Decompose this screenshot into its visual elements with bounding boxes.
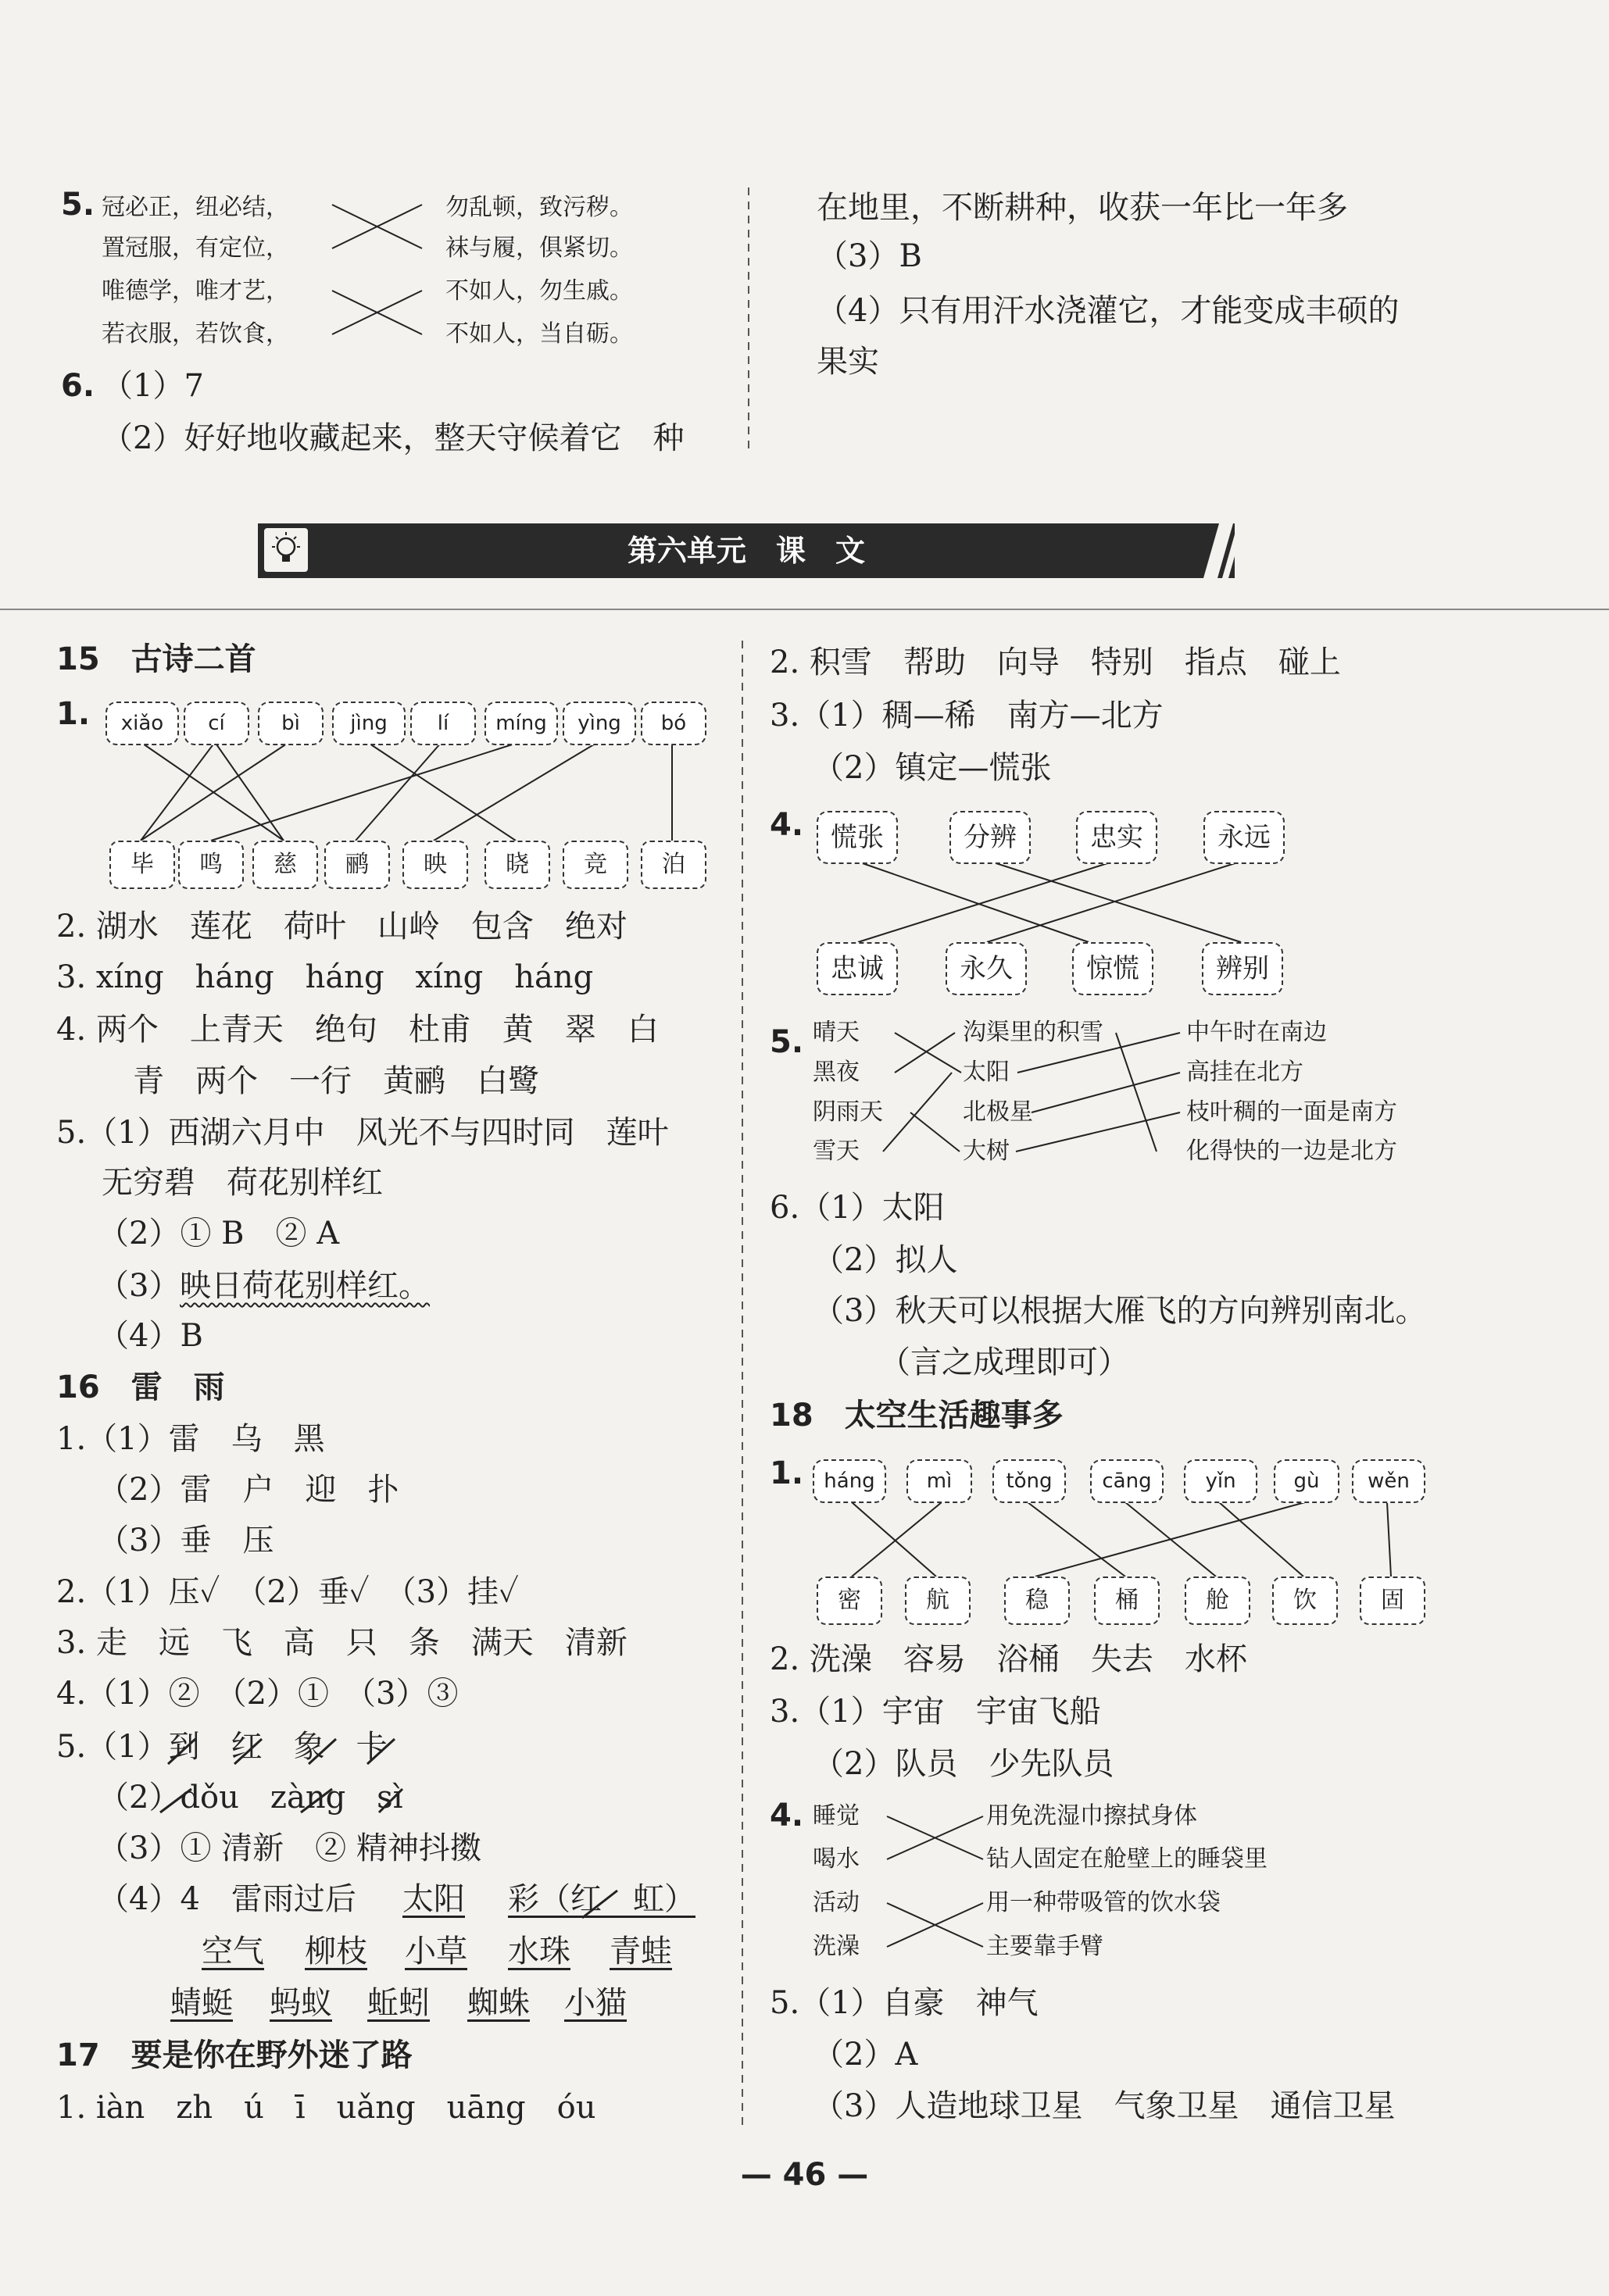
match-left: 阴雨天 xyxy=(813,1098,883,1126)
s15-q4a: 4. 两个 上青天 绝句 杜甫 黄 翠 白 xyxy=(56,1012,659,1048)
s18-q5b: （2）A xyxy=(813,2037,918,2073)
pinyin-box: cí xyxy=(184,702,249,745)
pinyin-box: gù xyxy=(1274,1459,1339,1503)
q6-number: 6. xyxy=(61,368,95,404)
word-box: 分辨 xyxy=(949,811,1031,864)
top-right-line3: （4）只有用汗水浇灌它，才能变成丰硕的 xyxy=(817,293,1400,329)
s16-q1b: （2）雷 户 迎 扑 xyxy=(98,1472,399,1508)
answer-word: 小草 xyxy=(405,1934,467,1969)
word-box: 忠实 xyxy=(1076,811,1157,864)
char-box: 鹂 xyxy=(324,841,390,889)
word-box: 忠诚 xyxy=(817,942,898,995)
s17-q3a: 3.（1）稠—稀 南方—北方 xyxy=(770,698,1164,734)
answer-word: 太阳 xyxy=(402,1881,465,1917)
s15-q5c: （2）① B ② A xyxy=(98,1216,340,1252)
char-box: 舱 xyxy=(1185,1576,1250,1625)
match-left: 洗澡 xyxy=(813,1933,860,1960)
s15-q1-number: 1. xyxy=(56,696,91,732)
pinyin-box: xiǎo xyxy=(105,702,179,745)
s17-q6a: 6.（1）太阳 xyxy=(770,1190,945,1226)
section-18-title: 18 太空生活趣事多 xyxy=(770,1398,1064,1434)
s15-q5d-prefix: （3） xyxy=(98,1268,181,1304)
pinyin-box: háng xyxy=(813,1459,886,1503)
s15-q3: 3. xíng háng háng xíng háng xyxy=(56,959,594,995)
match-left: 睡觉 xyxy=(813,1802,860,1830)
q5-right-4: 不如人，当自砺。 xyxy=(445,320,633,348)
char-box: 慈 xyxy=(252,841,318,889)
s17-q2: 2. 积雪 帮助 向导 特别 指点 碰上 xyxy=(770,645,1341,680)
s15-q5e: （4）B xyxy=(98,1318,203,1354)
s16-q4: 4.（1）② （2）① （3）③ xyxy=(56,1676,459,1712)
s17-q6d: （言之成理即可） xyxy=(879,1344,1129,1380)
s16-q5c: （3）① 清新 ② 精神抖擞 xyxy=(98,1830,481,1866)
match-right: 用一种带吸管的饮水袋 xyxy=(986,1889,1221,1916)
pinyin-box: cāng xyxy=(1090,1459,1164,1503)
char-box: 固 xyxy=(1360,1576,1425,1625)
s18-q3b: （2）队员 少先队员 xyxy=(813,1746,1114,1782)
s17-q5-number: 5. xyxy=(770,1024,804,1060)
s16-q5d-prefix: （4）4 雷雨过后 xyxy=(98,1881,356,1917)
match-mid: 沟渠里的积雪 xyxy=(963,1019,1103,1046)
s15-q5b: 无穷碧 荷花别样红 xyxy=(102,1165,383,1201)
section-17-title: 17 要是你在野外迷了路 xyxy=(56,2037,413,2073)
s17-q6b: （2）拟人 xyxy=(813,1242,958,1278)
answer-word: 空气 xyxy=(202,1934,264,1969)
match-mid: 太阳 xyxy=(963,1059,1010,1086)
s16-q1c: （3）垂 压 xyxy=(98,1523,274,1559)
match-left: 活动 xyxy=(813,1889,860,1916)
pinyin-box: mì xyxy=(906,1459,972,1503)
match-right: 化得快的一边是北方 xyxy=(1186,1137,1397,1165)
answer-word: 蜘蛛 xyxy=(467,1985,530,2021)
char-box: 映 xyxy=(402,841,468,889)
pinyin-box: bì xyxy=(258,702,324,745)
pinyin-box: wěn xyxy=(1352,1459,1425,1503)
q5-number: 5. xyxy=(61,187,95,223)
match-right: 高挂在北方 xyxy=(1186,1059,1303,1086)
word-box: 辨别 xyxy=(1202,942,1283,995)
s18-q2: 2. 洗澡 容易 浴桶 失去 水杯 xyxy=(770,1641,1247,1677)
s16-q5a: 5.（1）到 红 象 卡 xyxy=(56,1729,388,1765)
char-box: 密 xyxy=(817,1576,882,1625)
char-box: 毕 xyxy=(109,841,175,889)
match-right: 主要靠手臂 xyxy=(986,1933,1103,1960)
char-box: 竞 xyxy=(563,841,628,889)
s18-q3a: 3.（1）宇宙 宇宙飞船 xyxy=(770,1694,1101,1730)
q5-left-4: 若衣服，若饮食， xyxy=(102,320,289,348)
pinyin-box: bó xyxy=(641,702,706,745)
q6-part2: （2）好好地收藏起来，整天守候着它 种 xyxy=(102,420,685,456)
q5-right-2: 袜与履，俱紧切。 xyxy=(445,234,633,262)
word-box: 惊慌 xyxy=(1072,942,1153,995)
q5-right-1: 勿乱顿，致污秽。 xyxy=(445,194,633,221)
pinyin-box: tǒng xyxy=(992,1459,1066,1503)
pinyin-box: yìng xyxy=(563,702,636,745)
char-box: 稳 xyxy=(1004,1576,1070,1625)
section-16-title: 16 雷 雨 xyxy=(56,1369,225,1405)
s16-q1a: 1.（1）雷 乌 黑 xyxy=(56,1421,325,1457)
match-left: 喝水 xyxy=(813,1845,860,1873)
match-mid: 北极星 xyxy=(963,1098,1033,1126)
q6-part1: （1）7 xyxy=(102,368,204,404)
s17-q1: 1. iàn zh ú ī uǎng uāng óu xyxy=(56,2090,596,2126)
match-right: 用免洗湿巾擦拭身体 xyxy=(986,1802,1197,1830)
match-mid: 大树 xyxy=(963,1137,1010,1165)
pinyin-box: míng xyxy=(484,702,558,745)
s18-q4-number: 4. xyxy=(770,1798,804,1834)
match-right: 枝叶稠的一面是南方 xyxy=(1186,1098,1397,1126)
match-left: 黑夜 xyxy=(813,1059,860,1086)
word-box: 慌张 xyxy=(817,811,898,864)
match-left: 雪天 xyxy=(813,1137,860,1165)
s18-q5a: 5.（1）自豪 神气 xyxy=(770,1985,1039,2021)
word-box: 永远 xyxy=(1203,811,1285,864)
s16-q2: 2.（1）压✓ （2）垂✓ （3）挂✓ xyxy=(56,1574,519,1610)
banner-title: 第六单元 课 文 xyxy=(627,534,865,568)
match-right: 钻人固定在舱壁上的睡袋里 xyxy=(986,1845,1268,1873)
answer-word: 蚂蚁 xyxy=(270,1985,332,2021)
top-right-line1: 在地里，不断耕种，收获一年比一年多 xyxy=(817,190,1348,226)
q5-right-3: 不如人，勿生戚。 xyxy=(445,277,633,305)
s17-q6c: （3）秋天可以根据大雁飞的方向辨别南北。 xyxy=(813,1293,1427,1329)
s16-q3: 3. 走 远 飞 高 只 条 满天 清新 xyxy=(56,1625,628,1661)
char-box: 鸣 xyxy=(178,841,244,889)
pinyin-box: yǐn xyxy=(1184,1459,1257,1503)
s16-q5b: （2）dǒu zàng sì xyxy=(98,1780,403,1816)
top-right-line2: （3）B xyxy=(817,238,922,274)
char-box: 航 xyxy=(905,1576,971,1625)
pinyin-box: lí xyxy=(410,702,476,745)
q5-left-1: 冠必正，纽必结， xyxy=(102,194,289,221)
answer-word: 彩（红 虹） xyxy=(508,1881,695,1917)
s18-q5c: （3）人造地球卫星 气象卫星 通信卫星 xyxy=(813,2088,1396,2124)
s17-q4-number: 4. xyxy=(770,807,804,843)
s18-q1-number: 1. xyxy=(770,1455,804,1491)
match-left: 晴天 xyxy=(813,1019,860,1046)
top-right-line4: 果实 xyxy=(817,344,879,380)
q5-left-2: 置冠服，有定位， xyxy=(102,234,289,262)
char-box: 桶 xyxy=(1094,1576,1160,1625)
answer-word: 蚯蚓 xyxy=(367,1985,430,2021)
answer-word: 蜻蜓 xyxy=(170,1985,233,2021)
pinyin-box: jìng xyxy=(332,702,406,745)
answer-word: 青蛙 xyxy=(610,1934,672,1969)
char-box: 饮 xyxy=(1272,1576,1338,1625)
banner-slash-decoration xyxy=(1188,523,1250,578)
s15-q5d-answer: 映日荷花别样红。 xyxy=(180,1268,430,1304)
s15-q5a: 5.（1）西湖六月中 风光不与四时同 莲叶 xyxy=(56,1115,669,1151)
word-box: 永久 xyxy=(946,942,1027,995)
page-number: — 46 — xyxy=(740,2157,869,2193)
section-15-title: 15 古诗二首 xyxy=(56,641,256,677)
s17-q3b: （2）镇定—慌张 xyxy=(813,750,1052,786)
s15-q4b: 青 两个 一行 黄鹂 白鹭 xyxy=(133,1063,539,1099)
char-box: 晓 xyxy=(484,841,550,889)
answer-word: 小猫 xyxy=(564,1985,627,2021)
char-box: 泊 xyxy=(641,841,706,889)
s15-q2: 2. 湖水 莲花 荷叶 山岭 包含 绝对 xyxy=(56,909,628,944)
answer-word: 柳枝 xyxy=(305,1934,367,1969)
q5-left-3: 唯德学，唯才艺， xyxy=(102,277,289,305)
answer-word: 水珠 xyxy=(508,1934,570,1969)
match-right: 中午时在南边 xyxy=(1186,1019,1327,1046)
